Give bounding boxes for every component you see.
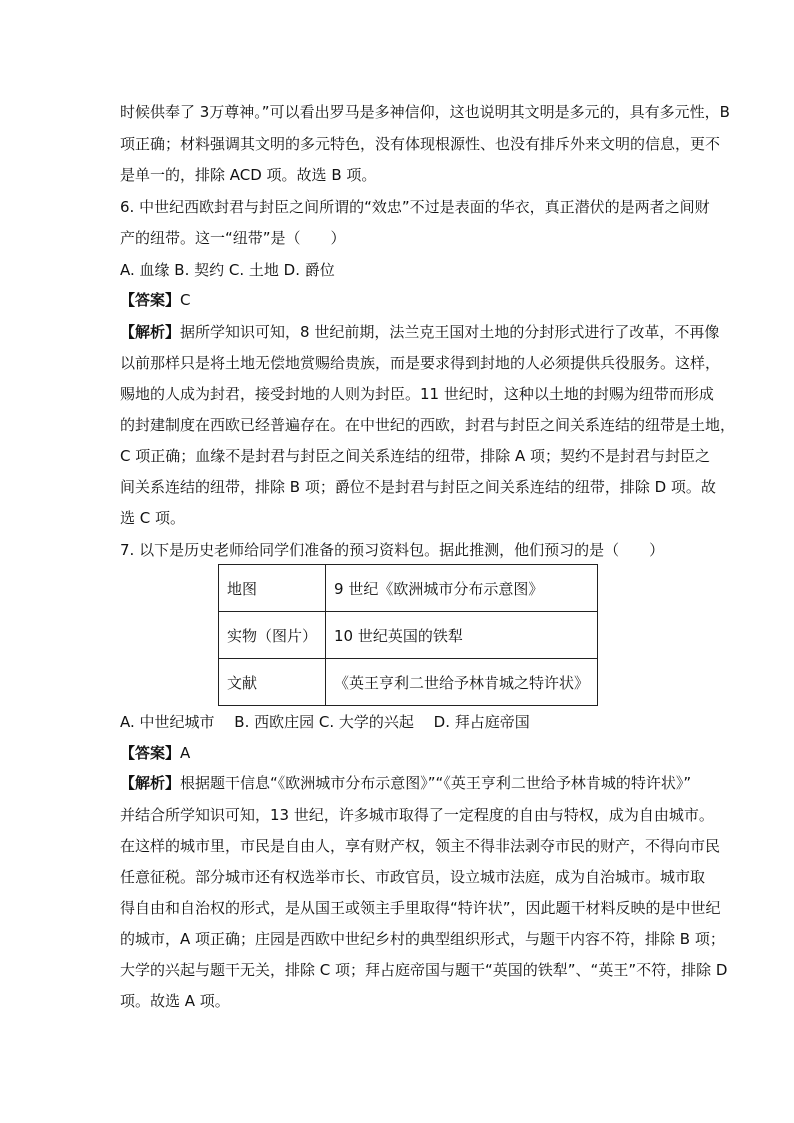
analysis-6: 间关系连结的纽带，排除 B 项；爵位不是封君与封臣之间关系连结的纽带，排除 D 项。故 [120, 478, 716, 496]
table-row [219, 612, 598, 659]
table-cell-content: 10 世纪英国的铁犁 [326, 612, 598, 659]
table-cell-type: 文献 [219, 659, 326, 706]
question-7-options: A. 中世纪城市 B. 西欧庄园 C. 大学的兴起 D. 拜占庭帝国 [120, 713, 530, 731]
section-label: 【答案】 [120, 291, 181, 309]
analysis-7: 项。故选 A 项。 [120, 992, 230, 1010]
analysis-6: 的封建制度在西欧已经普遍存在。在中世纪的西欧，封君与封臣之间关系连结的纽带是土地， [120, 416, 736, 434]
table-cell-content: 9 世纪《欧洲城市分布示意图》 [326, 565, 598, 612]
table-cell-content: 《英王亨利二世给予林肯城之特许状》 [326, 659, 598, 706]
question-6-stem: 6. 中世纪西欧封君与封臣之间所谓的“效忠”不过是表面的华衣，真正潜伏的是两者之间财 [120, 198, 710, 216]
section-label: 【解析】 [120, 774, 181, 792]
analysis-7: 大学的兴起与题干无关，排除 C 项；拜占庭帝国与题干“英国的铁犁”、“英王”不符，排除 D [120, 961, 728, 979]
section-text: 根据题干信息“《欧洲城市分布示意图》”“《英王亨利二世给予林肯城的特许状》” [180, 774, 692, 792]
text-line: 项正确；材料强调其文明的多元特色，没有体现根源性、也没有排斥外来文明的信息，更不 [120, 135, 721, 153]
section-label: 【答案】 [120, 744, 181, 762]
table-row [219, 659, 598, 706]
table-cell-type: 地图 [219, 565, 326, 612]
analysis-7: 的城市，A 项正确；庄园是西欧中世纪乡村的典型组织形式，与题干内容不符，排除 B 项； [120, 930, 725, 948]
section-text: C [180, 291, 191, 309]
analysis-7 [120, 773, 691, 793]
analysis-7: 任意征税。部分城市还有权选举市长、市政官员，设立城市法庭，成为自治城市。城市取 [120, 868, 706, 886]
analysis-6: C 项正确；血缘不是封君与封臣之间关系连结的纽带，排除 A 项；契约不是封君与封臣之 [120, 447, 711, 465]
analysis-6: 选 C 项。 [120, 509, 186, 527]
analysis-6 [120, 322, 719, 342]
section-text: A [180, 744, 191, 762]
analysis-7: 在这样的城市里，市民是自由人，享有财产权，领主不得非法剥夺市民的财产，不得向市民 [120, 837, 721, 855]
table-cell-type: 实物（图片） [219, 612, 326, 659]
materials-table [218, 564, 598, 706]
analysis-6: 以前那样只是将土地无偿地赏赐给贵族，而是要求得到封地的人必须提供兵役服务。这样， [120, 354, 721, 372]
analysis-7: 并结合所学知识可知，13 世纪，许多城市取得了一定程度的自由与特权，成为自由城市。 [120, 806, 714, 824]
analysis-6: 赐地的人成为封君，接受封地的人则为封臣。11 世纪时，这种以土地的封赐为纽带而形成 [120, 385, 714, 403]
answer-7 [120, 743, 190, 763]
question-7-stem: 7. 以下是历史老师给同学们准备的预习资料包。据此推测，他们预习的是（ ） [120, 541, 665, 559]
text-line: 时候供奉了 3万尊神。”可以看出罗马是多神信仰，这也说明其文明是多元的，具有多元性，B [120, 103, 730, 121]
section-label: 【解析】 [120, 323, 181, 341]
section-text: 据所学知识可知，8 世纪前期，法兰克王国对土地的分封形式进行了改革，不再像 [180, 323, 720, 341]
question-6-stem: 产的纽带。这一“纽带”是（ ） [120, 229, 346, 247]
answer-6 [120, 290, 191, 310]
text-line: 是单一的，排除 ACD 项。故选 B 项。 [120, 166, 377, 184]
question-6-options: A. 血缘 B. 契约 C. 土地 D. 爵位 [120, 261, 335, 279]
analysis-7: 得自由和自治权的形式，是从国王或领主手里取得“特许状”，因此题干材料反映的是中世纪 [120, 899, 721, 917]
table-row [219, 565, 598, 612]
